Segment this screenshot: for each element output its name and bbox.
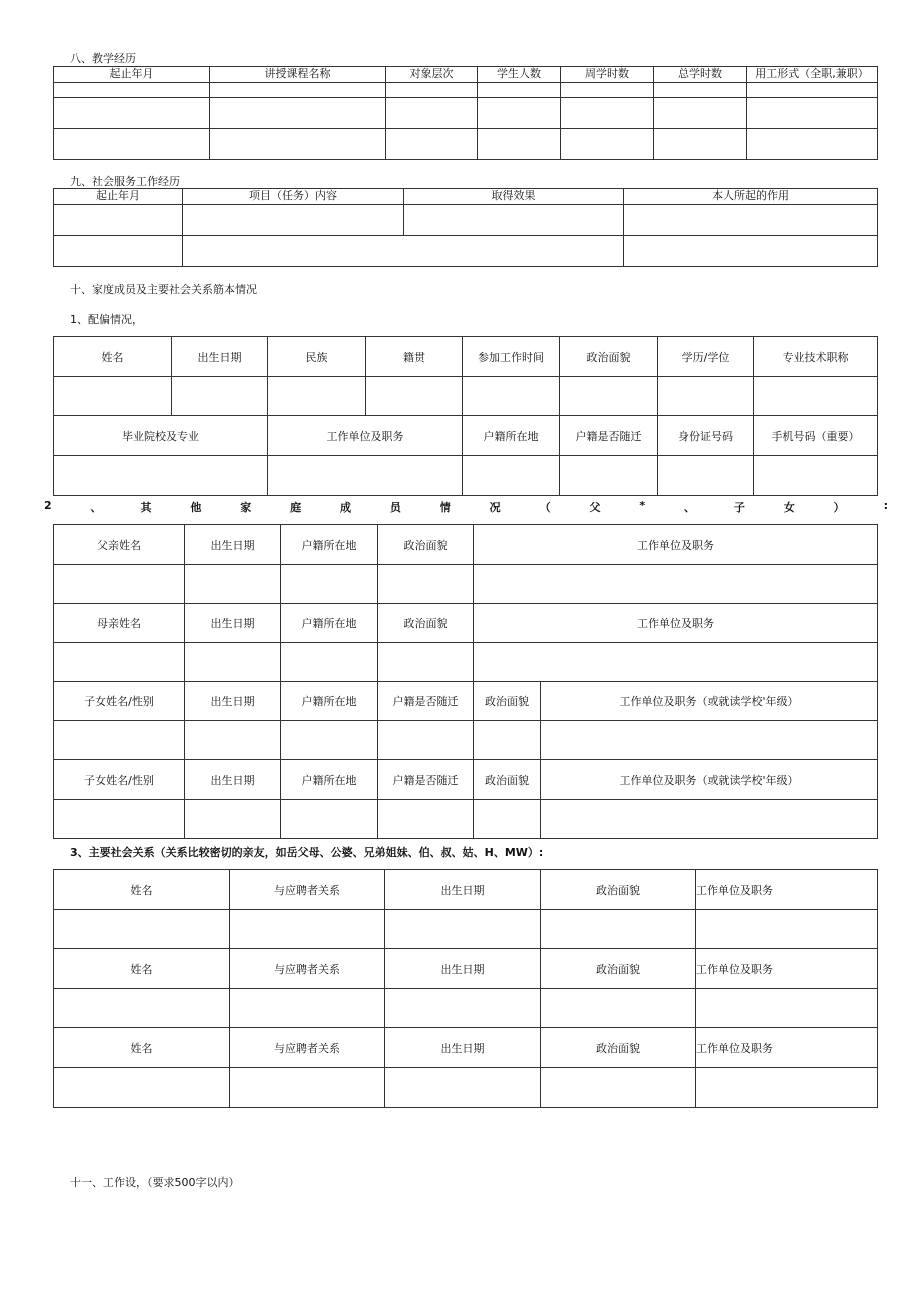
table-cell[interactable] bbox=[754, 377, 878, 416]
header-household-relocate: 户籍是否随迁 bbox=[560, 416, 658, 456]
section-11-heading: 十一、工作设，（要求500字以内） bbox=[70, 1176, 240, 1189]
table-cell[interactable] bbox=[754, 456, 878, 496]
table-cell[interactable] bbox=[268, 377, 366, 416]
table-cell[interactable] bbox=[696, 1068, 878, 1108]
header-professional-title: 专业技术职称 bbox=[754, 337, 878, 377]
table-cell[interactable] bbox=[474, 643, 878, 682]
header-result: 取得效果 bbox=[404, 189, 624, 205]
table-cell[interactable] bbox=[658, 377, 754, 416]
table-cell[interactable] bbox=[54, 83, 210, 98]
header-personal-role: 本人所起的作用 bbox=[624, 189, 878, 205]
table-cell[interactable] bbox=[463, 456, 560, 496]
header-child-name-gender: 子女姓名/性别 bbox=[54, 760, 185, 800]
table-cell[interactable] bbox=[281, 565, 378, 604]
social-relations-table bbox=[53, 869, 878, 1108]
table-cell[interactable] bbox=[696, 989, 878, 1028]
table-cell[interactable] bbox=[404, 205, 624, 236]
header-work-start-date: 参加工作时间 bbox=[463, 337, 560, 377]
header-birth-date: 出生日期 bbox=[185, 682, 281, 721]
table-cell[interactable] bbox=[54, 236, 183, 267]
table-cell[interactable] bbox=[230, 910, 385, 949]
table-cell[interactable] bbox=[560, 456, 658, 496]
header-student-count: 学生人数 bbox=[478, 67, 561, 83]
section-10-heading: 十、家度成员及主要社会关系筋本情况 bbox=[70, 283, 257, 296]
table-cell[interactable] bbox=[378, 643, 474, 682]
table-cell[interactable] bbox=[378, 565, 474, 604]
table-cell[interactable] bbox=[185, 800, 281, 839]
table-cell[interactable] bbox=[385, 910, 541, 949]
header-employer-position: 工作单位及职务 bbox=[696, 949, 878, 989]
family-subheading: 2 、 其 他 家 庭 成 员 情 况 （ 父 * 、 子 女 ） : bbox=[44, 499, 888, 514]
table-cell[interactable] bbox=[696, 910, 878, 949]
table-cell[interactable] bbox=[172, 377, 268, 416]
header-weekly-hours: 周学时数 bbox=[561, 67, 654, 83]
header-political-status: 政治面貌 bbox=[378, 525, 474, 565]
table-cell[interactable] bbox=[747, 83, 878, 98]
table-cell[interactable] bbox=[478, 83, 561, 98]
header-education-degree: 学历/学位 bbox=[658, 337, 754, 377]
table-cell[interactable] bbox=[474, 721, 541, 760]
table-cell[interactable] bbox=[541, 1068, 696, 1108]
table-cell[interactable] bbox=[378, 800, 474, 839]
header-political-status: 政治面貌 bbox=[541, 949, 696, 989]
header-id-number: 身份证号码 bbox=[658, 416, 754, 456]
table-cell[interactable] bbox=[561, 83, 654, 98]
section-8-heading: 八、教学经历 bbox=[70, 52, 136, 65]
table-cell[interactable] bbox=[54, 456, 268, 496]
relations-subheading: 3、主要社会关系（关系比较密切的亲友，如岳父母、公婆、兄弟姐妹、伯、叔、姑、H、MW）: bbox=[70, 846, 544, 859]
table-cell[interactable] bbox=[54, 377, 172, 416]
table-cell[interactable] bbox=[463, 377, 560, 416]
header-period: 起止年月 bbox=[54, 67, 210, 83]
table-cell[interactable] bbox=[478, 98, 561, 129]
teaching-experience-table bbox=[53, 66, 878, 160]
table-cell[interactable] bbox=[654, 129, 747, 160]
table-cell[interactable] bbox=[183, 236, 624, 267]
header-employer-or-school: 工作单位及职务（或就读学校'年级） bbox=[541, 682, 878, 721]
table-cell[interactable] bbox=[478, 129, 561, 160]
table-cell[interactable] bbox=[54, 1068, 230, 1108]
social-service-table bbox=[53, 188, 878, 267]
header-period: 起止年月 bbox=[54, 189, 183, 205]
header-political-status: 政治面貌 bbox=[474, 760, 541, 800]
table-cell[interactable] bbox=[386, 129, 478, 160]
table-cell[interactable] bbox=[654, 83, 747, 98]
table-cell[interactable] bbox=[474, 800, 541, 839]
table-cell[interactable] bbox=[386, 83, 478, 98]
table-cell[interactable] bbox=[210, 83, 386, 98]
table-cell[interactable] bbox=[268, 456, 463, 496]
table-cell[interactable] bbox=[561, 129, 654, 160]
table-cell[interactable] bbox=[210, 98, 386, 129]
header-relationship: 与应聘者关系 bbox=[230, 1028, 385, 1068]
header-birth-date: 出生日期 bbox=[185, 760, 281, 800]
header-employer-position: 工作单位及职务 bbox=[474, 525, 878, 565]
table-cell[interactable] bbox=[541, 989, 696, 1028]
header-household-location: 户籍所在地 bbox=[281, 604, 378, 643]
spouse-subheading: 1、配偏情况， bbox=[70, 313, 143, 326]
header-employer-position: 工作单位及职务 bbox=[696, 870, 878, 910]
table-cell[interactable] bbox=[210, 129, 386, 160]
table-cell[interactable] bbox=[474, 565, 878, 604]
header-birth-date: 出生日期 bbox=[385, 1028, 541, 1068]
table-cell[interactable] bbox=[385, 989, 541, 1028]
table-cell[interactable] bbox=[54, 721, 185, 760]
header-political-status: 政治面貌 bbox=[378, 604, 474, 643]
table-cell[interactable] bbox=[185, 721, 281, 760]
spouse-table bbox=[53, 336, 878, 496]
table-cell[interactable] bbox=[185, 643, 281, 682]
header-household-relocate: 户籍是否随迁 bbox=[378, 682, 474, 721]
table-cell[interactable] bbox=[54, 643, 185, 682]
table-cell[interactable] bbox=[230, 989, 385, 1028]
table-cell[interactable] bbox=[54, 98, 210, 129]
table-cell[interactable] bbox=[230, 1068, 385, 1108]
header-household-location: 户籍所在地 bbox=[281, 760, 378, 800]
table-cell[interactable] bbox=[185, 565, 281, 604]
header-name: 姓名 bbox=[54, 1028, 230, 1068]
header-birth-date: 出生日期 bbox=[172, 337, 268, 377]
header-birth-date: 出生日期 bbox=[385, 949, 541, 989]
table-cell[interactable] bbox=[561, 98, 654, 129]
table-cell[interactable] bbox=[183, 205, 404, 236]
header-household-relocate: 户籍是否随迁 bbox=[378, 760, 474, 800]
header-employer-or-school: 工作单位及职务（或就读学校'年级） bbox=[541, 760, 878, 800]
table-cell[interactable] bbox=[54, 989, 230, 1028]
header-household-location: 户籍所在地 bbox=[463, 416, 560, 456]
table-cell[interactable] bbox=[54, 800, 185, 839]
table-cell[interactable] bbox=[54, 205, 183, 236]
header-mobile-number: 手机号码（重要） bbox=[754, 416, 878, 456]
header-political-status: 政治面貌 bbox=[560, 337, 658, 377]
header-employment-type: 用工形式（全职,兼职） bbox=[747, 67, 878, 83]
table-cell[interactable] bbox=[378, 721, 474, 760]
header-graduate-school-major: 毕业院校及专业 bbox=[54, 416, 268, 456]
table-cell[interactable] bbox=[624, 236, 878, 267]
header-child-name-gender: 子女姓名/性别 bbox=[54, 682, 185, 721]
header-name: 姓名 bbox=[54, 949, 230, 989]
header-mother-name: 母亲姓名 bbox=[54, 604, 185, 643]
header-project-content: 项目（任务）内容 bbox=[183, 189, 404, 205]
header-birth-date: 出生日期 bbox=[185, 604, 281, 643]
header-employer-position: 工作单位及职务 bbox=[268, 416, 463, 456]
header-course-name: 讲授课程名称 bbox=[210, 67, 386, 83]
table-cell[interactable] bbox=[54, 129, 210, 160]
header-relationship: 与应聘者关系 bbox=[230, 870, 385, 910]
table-cell[interactable] bbox=[386, 98, 478, 129]
table-cell[interactable] bbox=[624, 205, 878, 236]
header-total-hours: 总学时数 bbox=[654, 67, 747, 83]
header-household-location: 户籍所在地 bbox=[281, 682, 378, 721]
table-cell[interactable] bbox=[54, 910, 230, 949]
header-birth-date: 出生日期 bbox=[385, 870, 541, 910]
table-cell[interactable] bbox=[281, 643, 378, 682]
table-cell[interactable] bbox=[281, 721, 378, 760]
header-native-place: 籍贯 bbox=[366, 337, 463, 377]
table-cell[interactable] bbox=[654, 98, 747, 129]
header-political-status: 政治面貌 bbox=[474, 682, 541, 721]
table-cell[interactable] bbox=[366, 377, 463, 416]
header-employer-position: 工作单位及职务 bbox=[696, 1028, 878, 1068]
header-name: 姓名 bbox=[54, 870, 230, 910]
table-cell[interactable] bbox=[281, 800, 378, 839]
header-employer-position: 工作单位及职务 bbox=[474, 604, 878, 643]
table-cell[interactable] bbox=[541, 910, 696, 949]
table-cell[interactable] bbox=[658, 456, 754, 496]
table-cell[interactable] bbox=[541, 721, 878, 760]
header-political-status: 政治面貌 bbox=[541, 870, 696, 910]
header-name: 姓名 bbox=[54, 337, 172, 377]
section-9-heading: 九、社会服务工作经历 bbox=[70, 175, 180, 188]
family-members-table bbox=[53, 524, 878, 839]
header-political-status: 政治面貌 bbox=[541, 1028, 696, 1068]
table-cell[interactable] bbox=[560, 377, 658, 416]
header-household-location: 户籍所在地 bbox=[281, 525, 378, 565]
table-cell[interactable] bbox=[385, 1068, 541, 1108]
header-target-level: 对象层次 bbox=[386, 67, 478, 83]
header-relationship: 与应聘者关系 bbox=[230, 949, 385, 989]
table-cell[interactable] bbox=[747, 129, 878, 160]
table-cell[interactable] bbox=[747, 98, 878, 129]
table-cell[interactable] bbox=[541, 800, 878, 839]
header-ethnicity: 民族 bbox=[268, 337, 366, 377]
table-cell[interactable] bbox=[54, 565, 185, 604]
header-father-name: 父亲姓名 bbox=[54, 525, 185, 565]
header-birth-date: 出生日期 bbox=[185, 525, 281, 565]
